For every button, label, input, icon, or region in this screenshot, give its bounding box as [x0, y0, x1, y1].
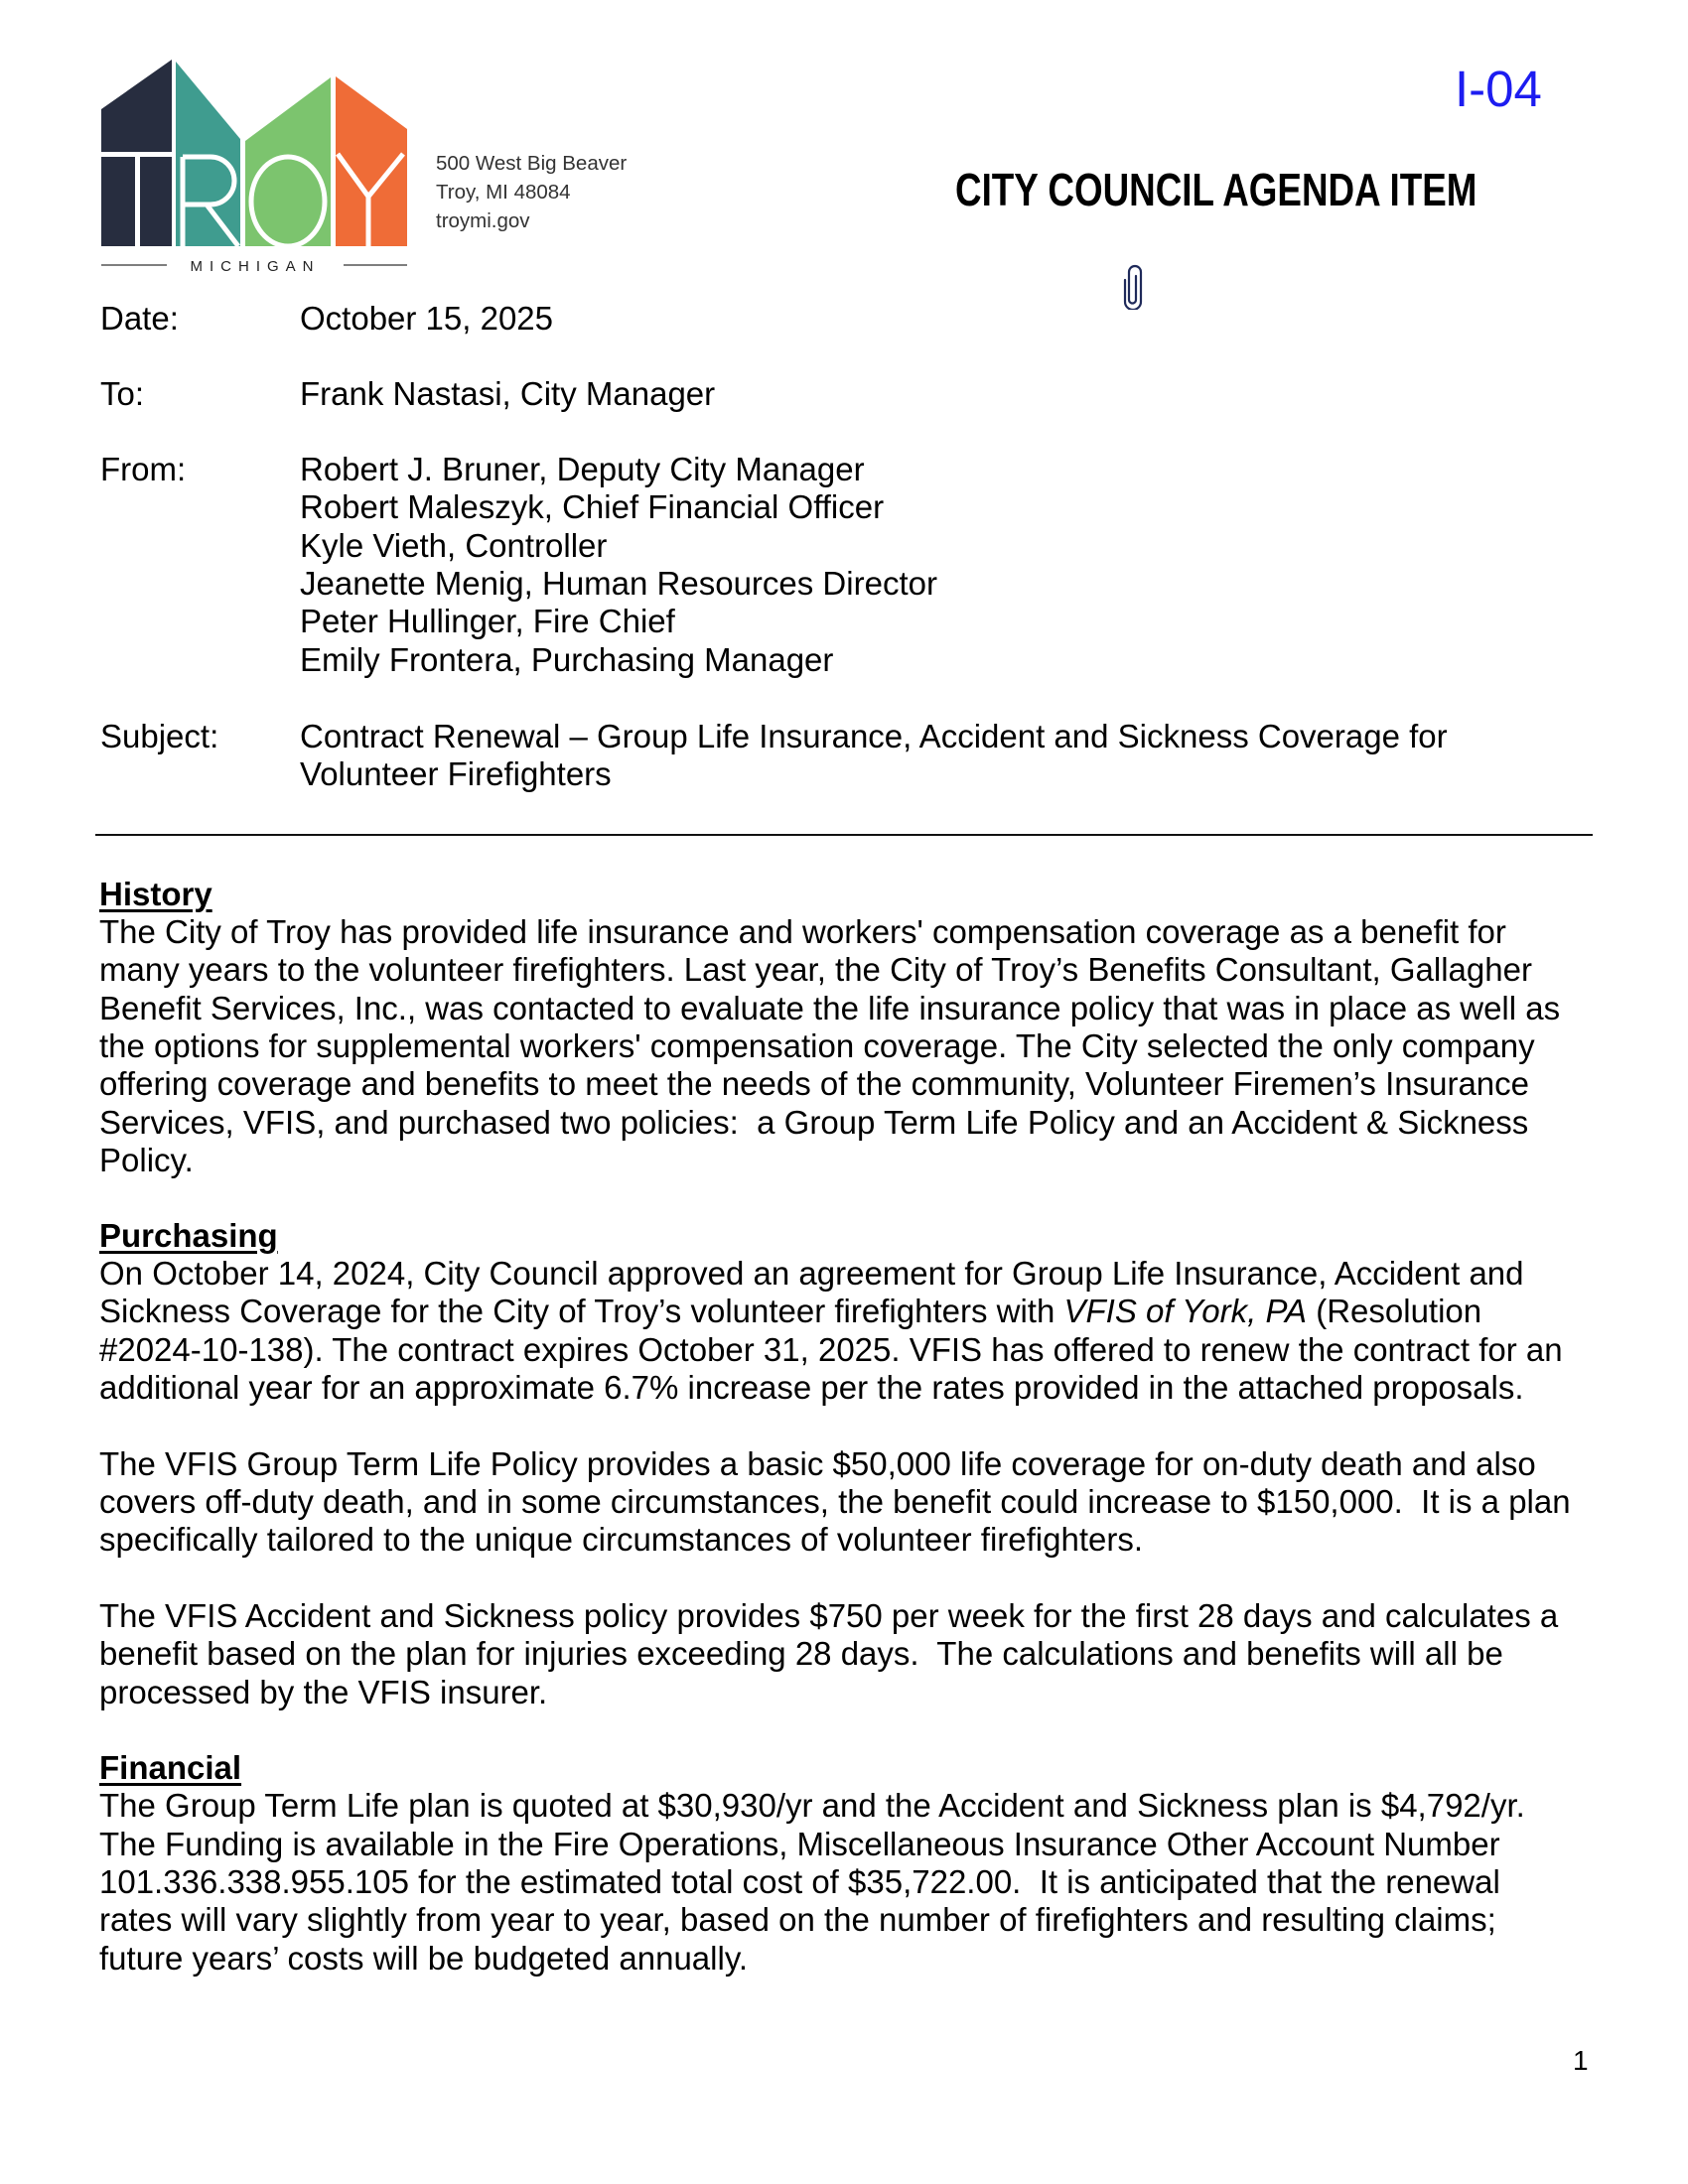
subject-value: Contract Renewal – Group Life Insurance, Accident and Sickness Coverage for	[300, 718, 1448, 754]
address-website: troymi.gov	[436, 209, 530, 232]
section-heading-purchasing: Purchasing	[99, 1217, 278, 1254]
troy-logo-icon	[99, 58, 411, 276]
address-street: 500 West Big Beaver	[436, 152, 628, 175]
from-value: Robert J. Bruner, Deputy City Manager	[300, 451, 865, 487]
from-value: Jeanette Menig, Human Resources Director	[300, 565, 937, 602]
subject-value: Volunteer Firefighters	[300, 755, 612, 792]
accident-policy-line: benefit based on the plan for injuries exceeding 28 days. The calculations and benefits will all be	[99, 1635, 1503, 1672]
header-divider	[95, 834, 1593, 836]
history-line: Services, VFIS, and purchased two policies: a Group Term Life Policy and an Accident & Sickness	[99, 1104, 1529, 1141]
history-line: Policy.	[99, 1142, 194, 1178]
page-title: CITY COUNCIL AGENDA ITEM	[955, 164, 1477, 215]
life-policy-line: specifically tailored to the unique circumstances of volunteer firefighters.	[99, 1521, 1144, 1558]
address-city: Troy, MI 48084	[436, 181, 571, 204]
financial-line: 101.336.338.955.105 for the estimated total cost of $35,722.00. It is anticipated that the renewal	[99, 1863, 1500, 1900]
purchasing-line	[99, 1293, 1481, 1330]
history-line: the options for supplemental workers' compensation coverage. The City selected the only company	[99, 1027, 1535, 1064]
subject-label: Subject:	[100, 718, 219, 754]
to-value: Frank Nastasi, City Manager	[300, 375, 716, 412]
from-value: Robert Maleszyk, Chief Financial Officer	[300, 488, 885, 525]
financial-line: rates will vary slightly from year to year, based on the number of firefighters and resulting claims;	[99, 1901, 1496, 1938]
purchasing-line: On October 14, 2024, City Council approved an agreement for Group Life Insurance, Accident and	[99, 1255, 1524, 1292]
date-value: October 15, 2025	[300, 300, 554, 337]
vendor-name: VFIS of York, PA	[1063, 1293, 1308, 1329]
purchasing-line: #2024-10-138). The contract expires October 31, 2025. VFIS has offered to renew the contract for an	[99, 1331, 1563, 1368]
from-value: Peter Hullinger, Fire Chief	[300, 603, 675, 639]
to-label: To:	[100, 375, 145, 412]
history-line: offering coverage and benefits to meet the needs of the community, Volunteer Firemen’s Insurance	[99, 1065, 1530, 1102]
accident-policy-line: processed by the VFIS insurer.	[99, 1674, 548, 1710]
paperclip-icon[interactable]	[1122, 264, 1144, 310]
date-label: Date:	[100, 300, 179, 337]
history-line: Benefit Services, Inc., was contacted to evaluate the life insurance policy that was in place as well as	[99, 990, 1561, 1026]
svg-text:MICHIGAN: MICHIGAN	[190, 258, 321, 275]
from-value: Emily Frontera, Purchasing Manager	[300, 641, 834, 678]
financial-line: The Group Term Life plan is quoted at $30,930/yr and the Accident and Sickness plan is $4,792/yr.	[99, 1787, 1525, 1824]
financial-line: future years’ costs will be budgeted annually.	[99, 1940, 749, 1977]
accident-policy-line: The VFIS Accident and Sickness policy provides $750 per week for the first 28 days and calculates a	[99, 1597, 1559, 1634]
agenda-item-code: I-04	[1455, 61, 1542, 117]
page-number: 1	[1573, 2045, 1589, 2076]
financial-line: The Funding is available in the Fire Operations, Miscellaneous Insurance Other Account Number	[99, 1826, 1500, 1862]
purchasing-text: (Resolution	[1307, 1293, 1482, 1329]
from-label: From:	[100, 451, 187, 487]
purchasing-text: Sickness Coverage for the City of Troy’s volunteer firefighters with	[99, 1293, 1064, 1329]
history-line: The City of Troy has provided life insurance and workers' compensation coverage as a benefit for	[99, 913, 1506, 950]
life-policy-line: The VFIS Group Term Life Policy provides a basic $50,000 life coverage for on-duty death and also	[99, 1445, 1536, 1482]
city-address	[436, 149, 627, 235]
from-value: Kyle Vieth, Controller	[300, 527, 608, 564]
history-line: many years to the volunteer firefighters. Last year, the City of Troy’s Benefits Consultant, Gallagher	[99, 951, 1532, 988]
life-policy-line: covers off-duty death, and in some circumstances, the benefit could increase to $150,000. It is a plan	[99, 1483, 1571, 1520]
section-heading-history: History	[99, 876, 212, 912]
troy-logo	[99, 58, 411, 276]
purchasing-line: additional year for an approximate 6.7% increase per the rates provided in the attached proposals.	[99, 1369, 1524, 1406]
section-heading-financial: Financial	[99, 1749, 242, 1786]
